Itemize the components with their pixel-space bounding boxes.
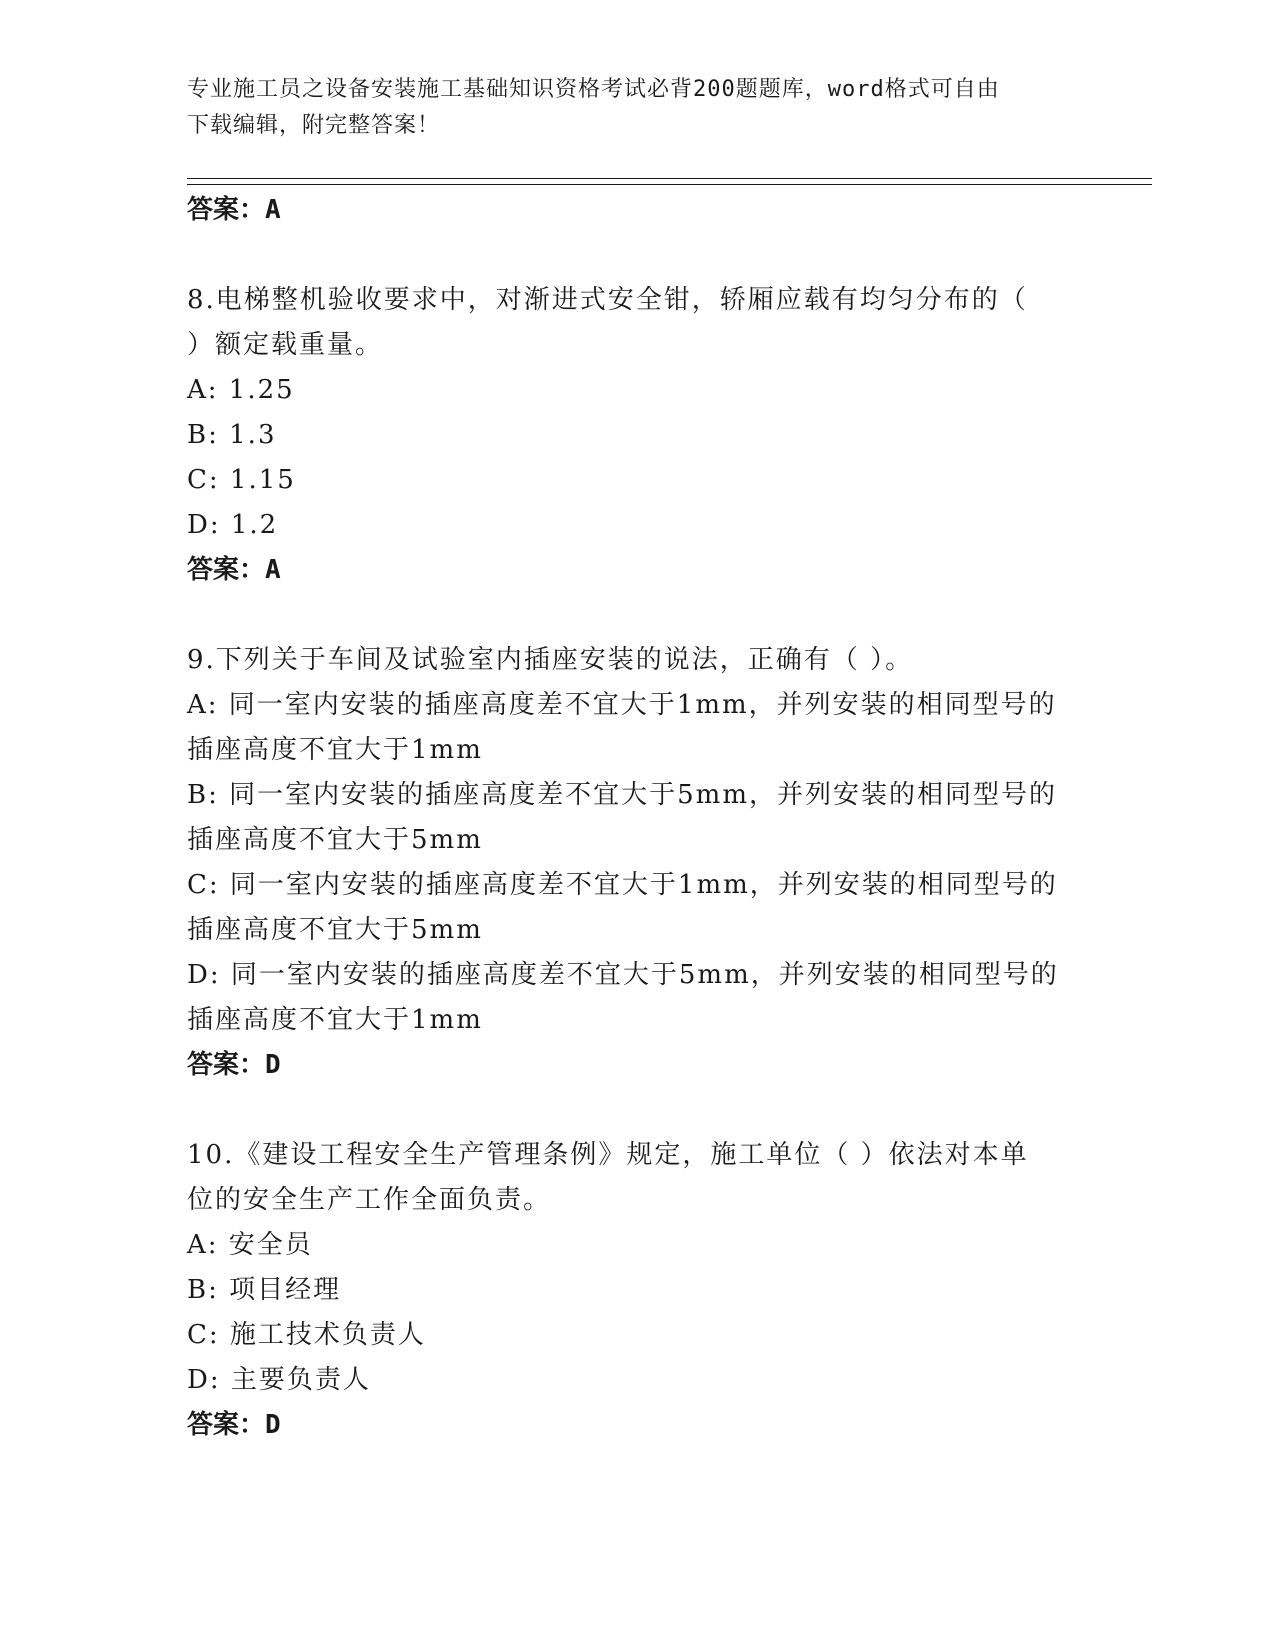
option-c: C: 同一室内安装的插座高度差不宜大于1mm，并列安装的相同型号的 (187, 870, 1058, 900)
question-stem: 10.《建设工程安全生产管理条例》规定，施工单位（ ）依法对本单 (187, 1140, 1029, 1170)
question-stem: ）额定载重量。 (187, 330, 384, 360)
option-b: B: 1.3 (187, 420, 277, 450)
question-stem: 8.电梯整机验收要求中，对渐进式安全钳，轿厢应载有均匀分布的（ (187, 285, 1028, 315)
option-a: A: 1.25 (187, 375, 295, 405)
question-10 (187, 1133, 1067, 1448)
spacer (187, 1088, 1067, 1133)
header-title-line-1: 专业施工员之设备安装施工基础知识资格考试必背200题题库，word格式可自由 (187, 77, 1000, 102)
previous-answer: 答案：A (187, 195, 281, 225)
option-b-continued: 插座高度不宜大于5mm (187, 825, 483, 855)
question-list (187, 188, 1067, 1448)
option-d: D: 1.2 (187, 510, 279, 540)
header-divider (187, 178, 1152, 185)
question-8 (187, 278, 1067, 593)
option-c: C: 施工技术负责人 (187, 1320, 426, 1350)
option-d: D: 主要负责人 (187, 1365, 371, 1395)
question-stem: 9.下列关于车间及试验室内插座安装的说法，正确有（ ）。 (187, 645, 914, 675)
option-a-continued: 插座高度不宜大于1mm (187, 735, 483, 765)
header-title-line-2: 下载编辑，附完整答案！ (187, 113, 441, 138)
spacer (187, 593, 1067, 638)
question-stem: 位的安全生产工作全面负责。 (187, 1185, 552, 1215)
option-b: B: 同一室内安装的插座高度差不宜大于5mm，并列安装的相同型号的 (187, 780, 1057, 810)
option-d: D: 同一室内安装的插座高度差不宜大于5mm，并列安装的相同型号的 (187, 960, 1059, 990)
document-header (187, 72, 1067, 144)
answer: 答案：D (187, 1410, 281, 1440)
answer: 答案：A (187, 555, 281, 585)
option-b: B: 项目经理 (187, 1275, 342, 1305)
option-d-continued: 插座高度不宜大于1mm (187, 1005, 483, 1035)
option-a: A: 同一室内安装的插座高度差不宜大于1mm，并列安装的相同型号的 (187, 690, 1057, 720)
option-c-continued: 插座高度不宜大于5mm (187, 915, 483, 945)
question-9 (187, 638, 1067, 1088)
option-a: A: 安全员 (187, 1230, 313, 1260)
spacer (187, 233, 1067, 278)
answer: 答案：D (187, 1050, 281, 1080)
option-c: C: 1.15 (187, 465, 296, 495)
